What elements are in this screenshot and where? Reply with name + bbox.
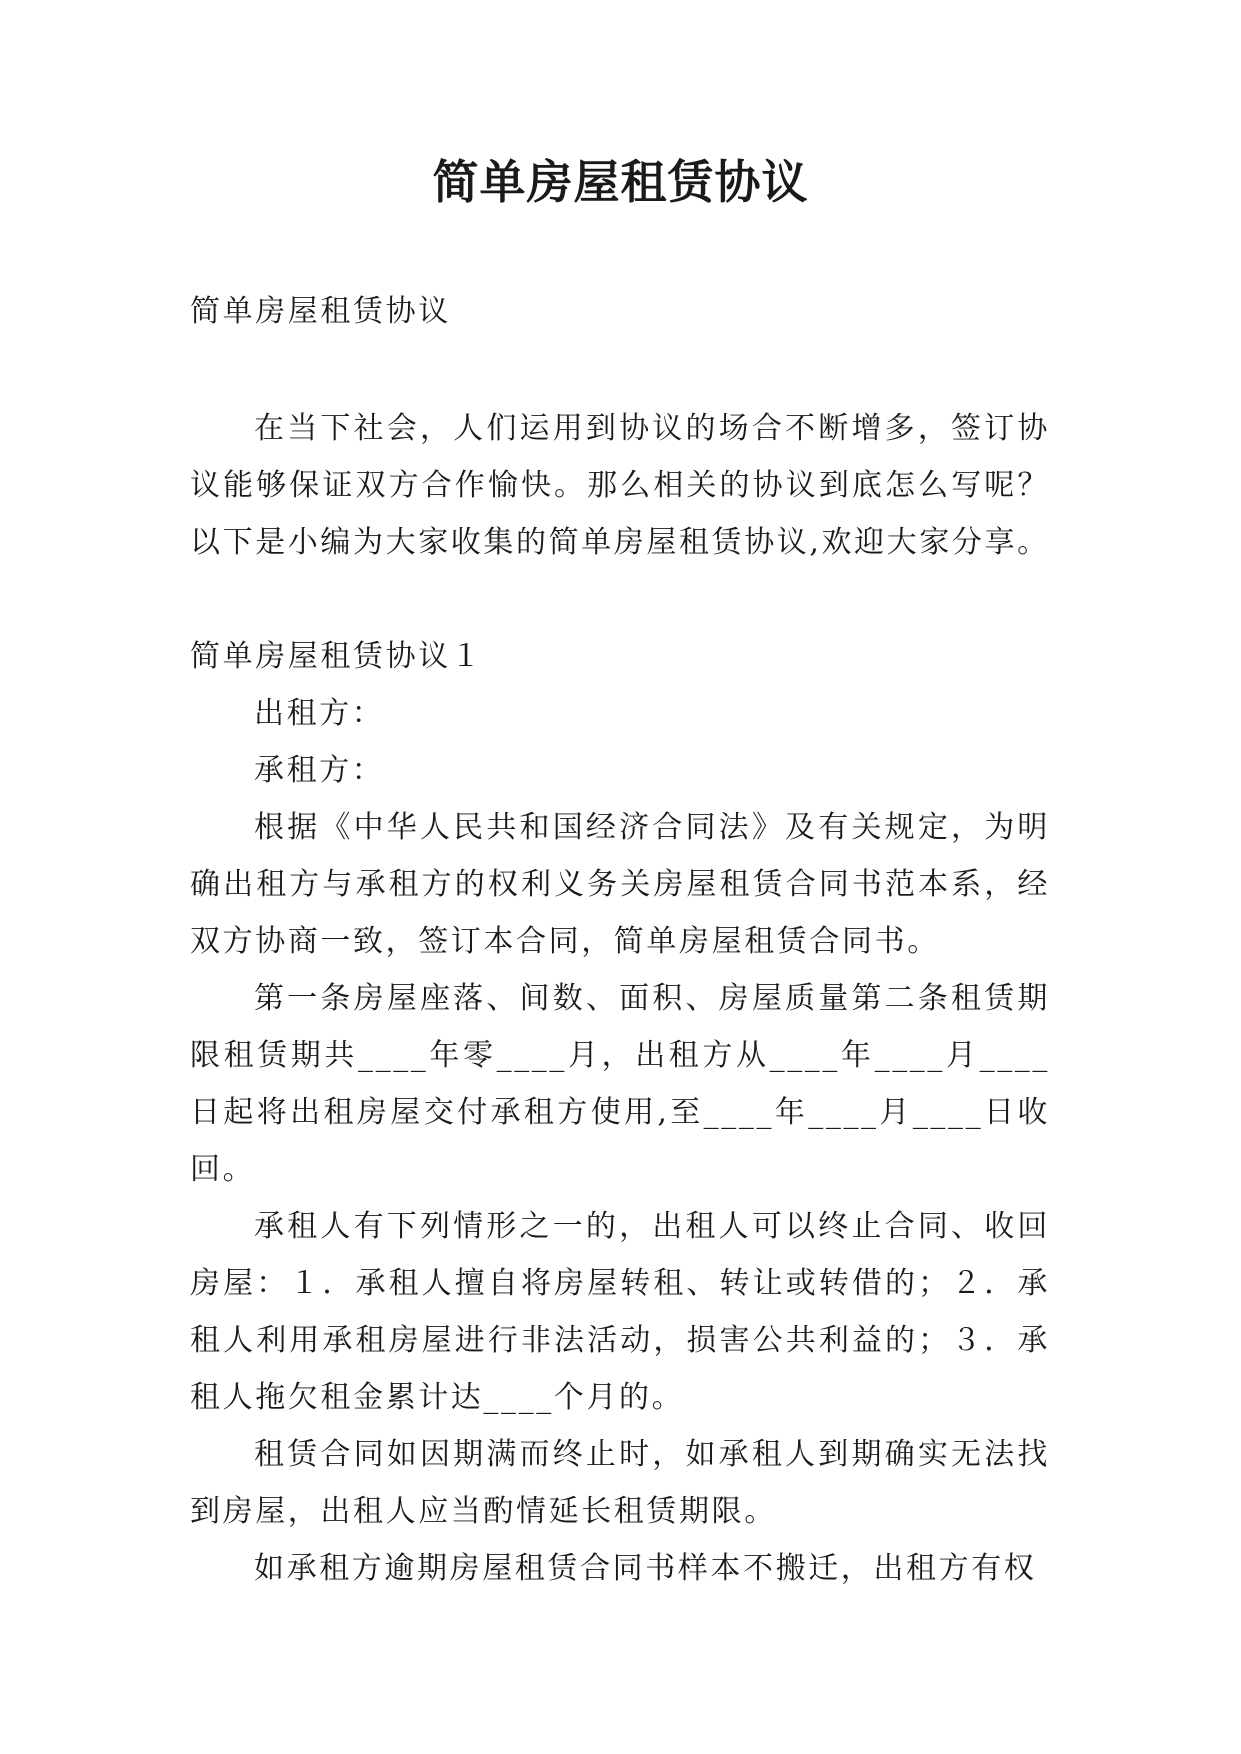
document-title: 简单房屋租赁协议 <box>432 155 809 209</box>
clause-paragraph: 租赁合同如因期满而终止时，如承租人到期确实无法找到房屋，出租人应当酌情延长租赁期限。 <box>190 1437 1050 1529</box>
lessee-line: 承租方： <box>254 753 385 788</box>
intro-paragraph: 在当下社会，人们运用到协议的场合不断增多，签订协议能够保证双方合作愉快。那么相关的协议到底怎么写呢？以下是小编为大家收集的简单房屋租赁协议,欢迎大家分享。 <box>190 411 1050 560</box>
clause-paragraph: 承租人有下列情形之一的，出租人可以终止合同、收回房屋：１．承租人擅自将房屋转租、转让或转借的；２．承租人利用承租房屋进行非法活动，损害公共利益的；３．承租人拖欠租金累计达____个月的。 <box>190 1209 1050 1415</box>
section-title: 简单房屋租赁协议１ <box>190 639 484 674</box>
document-body <box>190 283 1050 1597</box>
lessor-line: 出租方： <box>254 696 385 731</box>
document-subtitle: 简单房屋租赁协议 <box>190 294 451 329</box>
clause-paragraph: 根据《中华人民共和国经济合同法》及有关规定，为明确出租方与承租方的权利义务关房屋租赁合同书范本系，经双方协商一致，签订本合同，简单房屋租赁合同书。 <box>190 810 1050 959</box>
clause-paragraph: 如承租方逾期房屋租赁合同书样本不搬迁，出租方有权 <box>254 1551 1037 1586</box>
clause-paragraph: 第一条房屋座落、间数、面积、房屋质量第二条租赁期限租赁期共____年零____月，出租方从____年____月____日起将出租房屋交付承租方使用,至____年____月____日收回。 <box>190 981 1050 1187</box>
